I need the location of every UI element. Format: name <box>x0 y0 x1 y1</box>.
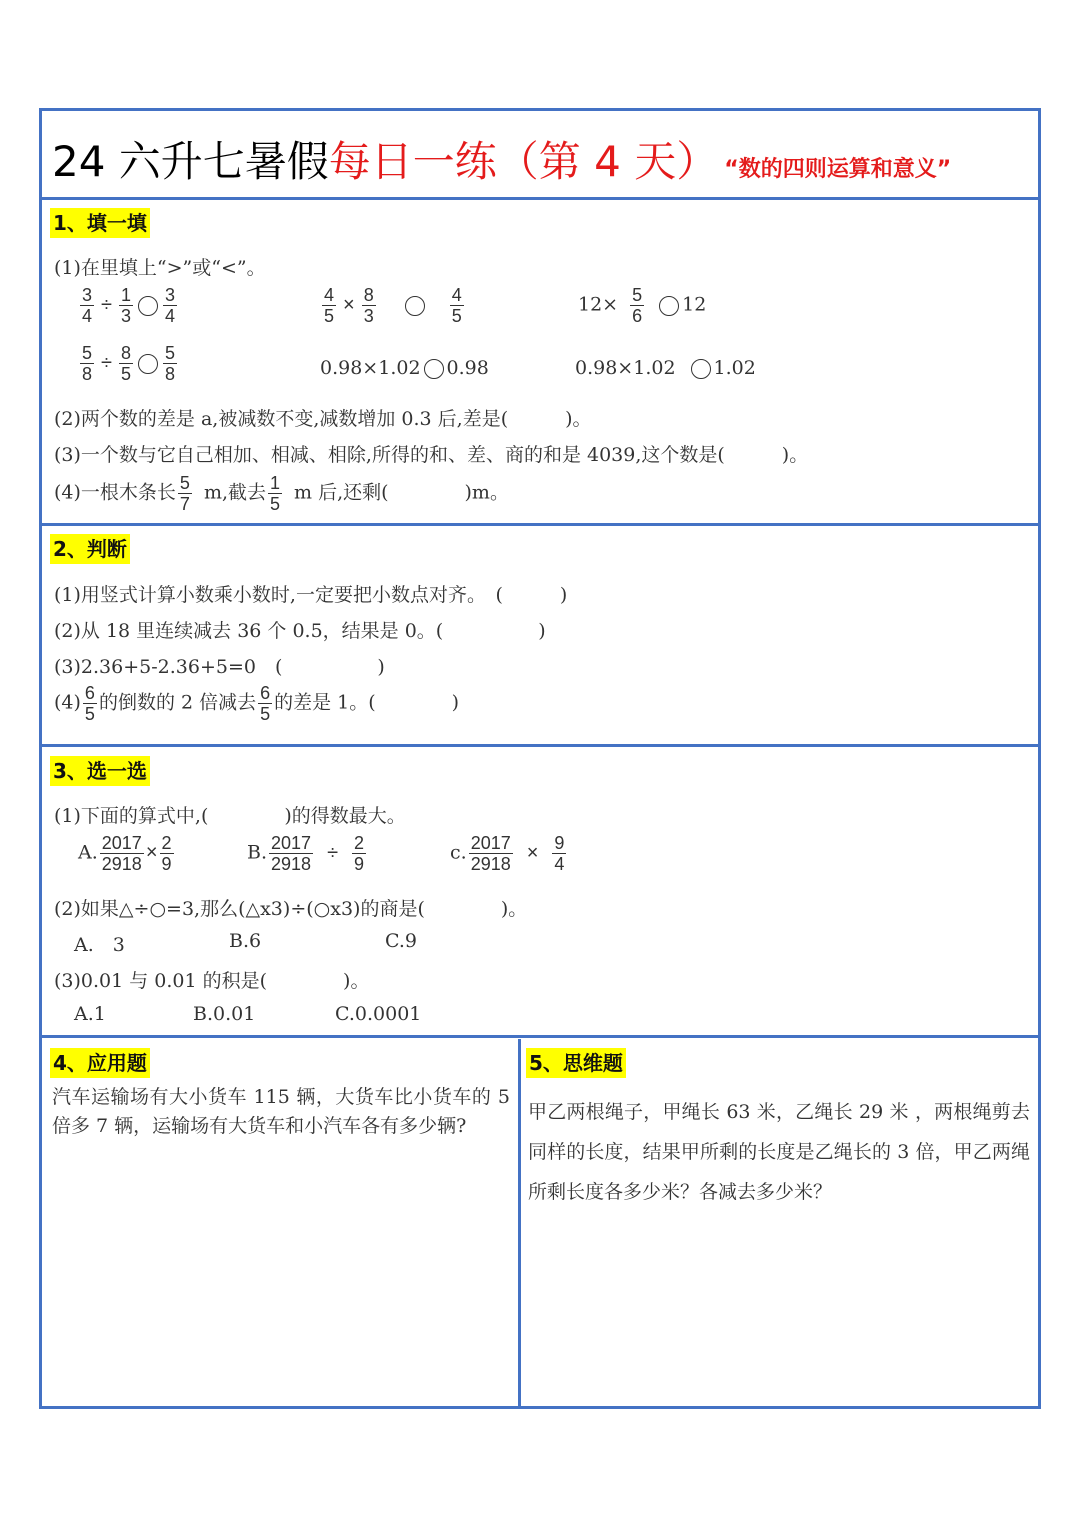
question-1-3: (3)一个数与它自己相加、相减、相除,所得的和、差、商的和是 4039,这个数是( )。 <box>54 444 809 466</box>
compare-item: 0.98×1.02 0.98 <box>320 357 489 379</box>
option-c[interactable]: C.9 <box>385 930 417 952</box>
thinking-problem: 甲乙两根绳子，甲绳长 63 米，乙绳长 29 米 ，两根绳剪去同样的长度，结果甲所剩的长度是乙绳长的 3 倍，甲乙两绳所剩长度各多少米？各减去多少米？ <box>528 1101 1030 1203</box>
section-heading-application: 4、应用题 <box>50 1048 150 1078</box>
answer-circle[interactable] <box>405 296 425 316</box>
divider <box>42 1035 1038 1038</box>
question-2-2: (2)从 18 里连续减去 36 个 0.5，结果是 0。( ) <box>54 620 546 642</box>
question-2-1: (1)用竖式计算小数乘小数时,一定要把小数点对齐。 ( ) <box>54 584 568 606</box>
option-b[interactable]: B.6 <box>229 930 262 952</box>
question-1-2: (2)两个数的差是 a,被减数不变,减数增加 0.3 后,差是( )。 <box>54 408 592 430</box>
application-problem: 汽车运输场有大小货车 115 辆，大货车比小货车的 5 倍多 7 辆，运输场有大货车和小汽车各有多少辆? <box>52 1086 510 1137</box>
option-c[interactable]: c. $\frac{2017}{2918}$ × $\frac{9}{4}$ <box>450 833 565 874</box>
option-c[interactable]: C.0.0001 <box>335 1003 422 1025</box>
question-2-3: (3)2.36+5-2.36+5=0 ( ) <box>54 656 385 678</box>
section-heading-fill: 1、填一填 <box>50 208 150 238</box>
question-2-4: (4) $\frac{6}{5}$ 的倒数的 2 倍减去 $\frac{6}{5}$ 的差是 1。( ) <box>54 683 460 724</box>
section-heading-thinking: 5、思维题 <box>526 1048 626 1078</box>
answer-circle[interactable] <box>138 296 158 316</box>
question-3-2: (2)如果△÷○=3,那么(△x3)÷(○x3)的商是( )。 <box>54 898 528 920</box>
answer-circle[interactable] <box>691 359 711 379</box>
compare-item: $\frac{3}{4}$ ÷ $\frac{1}{3}$ $\frac{3}{4}$ <box>82 285 176 326</box>
column-divider <box>518 1039 521 1406</box>
worksheet <box>39 108 1041 1409</box>
page-title: 24 六升七暑假每日一练（第 4 天） “数的四则运算和意义” <box>52 137 952 186</box>
section-heading-choose: 3、选一选 <box>50 756 150 786</box>
compare-item: 0.98×1.02 1.02 <box>575 357 756 379</box>
compare-item: $\frac{4}{5}$ × $\frac{8}{3}$ $\frac{4}{5}$ <box>324 285 462 326</box>
option-a[interactable]: A. $\frac{2017}{2918}$ × $\frac{2}{9}$ <box>78 833 172 874</box>
option-a[interactable]: A.1 <box>74 1003 106 1025</box>
divider <box>42 744 1038 747</box>
option-b[interactable]: B. $\frac{2017}{2918}$ ÷ $\frac{2}{9}$ <box>247 833 365 874</box>
option-a[interactable]: A. 3 <box>74 934 125 956</box>
answer-circle[interactable] <box>659 296 679 316</box>
question-3-1: (1)下面的算式中,( )的得数最大。 <box>54 805 406 827</box>
compare-item: 12× $\frac{5}{6}$ 12 <box>578 285 707 326</box>
question-3-3: (3)0.01 与 0.01 的积是( )。 <box>54 970 370 992</box>
subtitle: “数的四则运算和意义” <box>724 157 952 182</box>
divider <box>42 523 1038 526</box>
section-heading-judge: 2、判断 <box>50 534 130 564</box>
question-1-1: (1)在里填上“>”或“<”。 <box>54 257 266 279</box>
answer-circle[interactable] <box>138 354 158 374</box>
divider <box>42 197 1038 200</box>
option-b[interactable]: B.0.01 <box>193 1003 256 1025</box>
question-1-4: (4)一根木条长 $\frac{5}{7}$ m,截去 $\frac{1}{5}$ m 后,还剩( )m。 <box>54 473 509 514</box>
answer-circle[interactable] <box>424 359 444 379</box>
compare-item: $\frac{5}{8}$ ÷ $\frac{8}{5}$ $\frac{5}{8}$ <box>82 343 176 384</box>
